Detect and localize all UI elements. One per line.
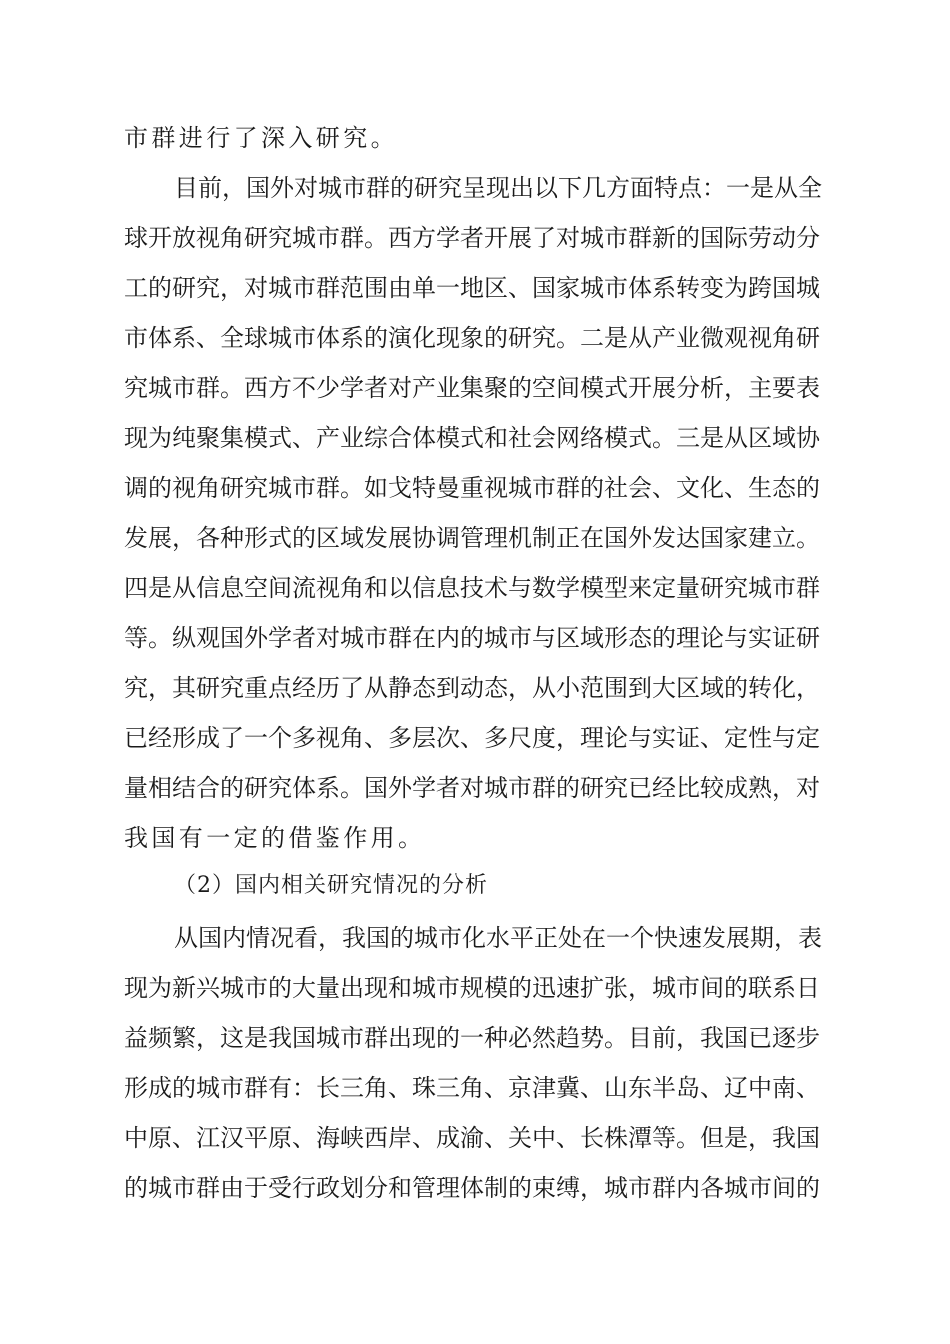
text-line: 益频繁，这是我国城市群出现的一种必然趋势。目前，我国已逐步	[124, 1024, 820, 1052]
text-line: 量相结合的研究体系。国外学者对城市群的研究已经比较成熟，对	[124, 774, 820, 802]
paragraph-first-line: 从国内情况看，我国的城市化水平正处在一个快速发展期，表	[174, 924, 822, 952]
text-line: 究城市群。西方不少学者对产业集聚的空间模式开展分析，主要表	[124, 374, 820, 402]
text-line: 现为纯聚集模式、产业综合体模式和社会网络模式。三是从区域协	[124, 424, 820, 452]
text-line: 中原、江汉平原、海峡西岸、成渝、关中、长株潭等。但是，我国	[124, 1124, 820, 1152]
text-line: 球开放视角研究城市群。西方学者开展了对城市群新的国际劳动分	[124, 224, 820, 252]
text-line: 调的视角研究城市群。如戈特曼重视城市群的社会、文化、生态的	[124, 474, 820, 502]
text-line: 市群进行了深入研究。	[124, 124, 398, 152]
text-line: 已经形成了一个多视角、多层次、多尺度，理论与实证、定性与定	[124, 724, 820, 752]
paragraph-first-line: 目前，国外对城市群的研究呈现出以下几方面特点：一是从全	[174, 174, 822, 202]
text-line: 究，其研究重点经历了从静态到动态，从小范围到大区域的转化，	[124, 674, 820, 702]
text-line: 我国有一定的借鉴作用。	[124, 824, 426, 852]
text-line: 现为新兴城市的大量出现和城市规模的迅速扩张，城市间的联系日	[124, 974, 820, 1002]
section-heading: （2）国内相关研究情况的分析	[174, 873, 488, 898]
text-line: 四是从信息空间流视角和以信息技术与数学模型来定量研究城市群	[124, 574, 820, 602]
text-line: 的城市群由于受行政划分和管理体制的束缚，城市群内各城市间的	[124, 1174, 820, 1202]
text-line: 形成的城市群有：长三角、珠三角、京津冀、山东半岛、辽中南、	[124, 1074, 820, 1102]
text-line: 市体系、全球城市体系的演化现象的研究。二是从产业微观视角研	[124, 324, 820, 352]
text-line: 等。纵观国外学者对城市群在内的城市与区域形态的理论与实证研	[124, 624, 820, 652]
text-line: 发展，各种形式的区域发展协调管理机制正在国外发达国家建立。	[124, 524, 820, 552]
text-line: 工的研究，对城市群范围由单一地区、国家城市体系转变为跨国城	[124, 274, 820, 302]
